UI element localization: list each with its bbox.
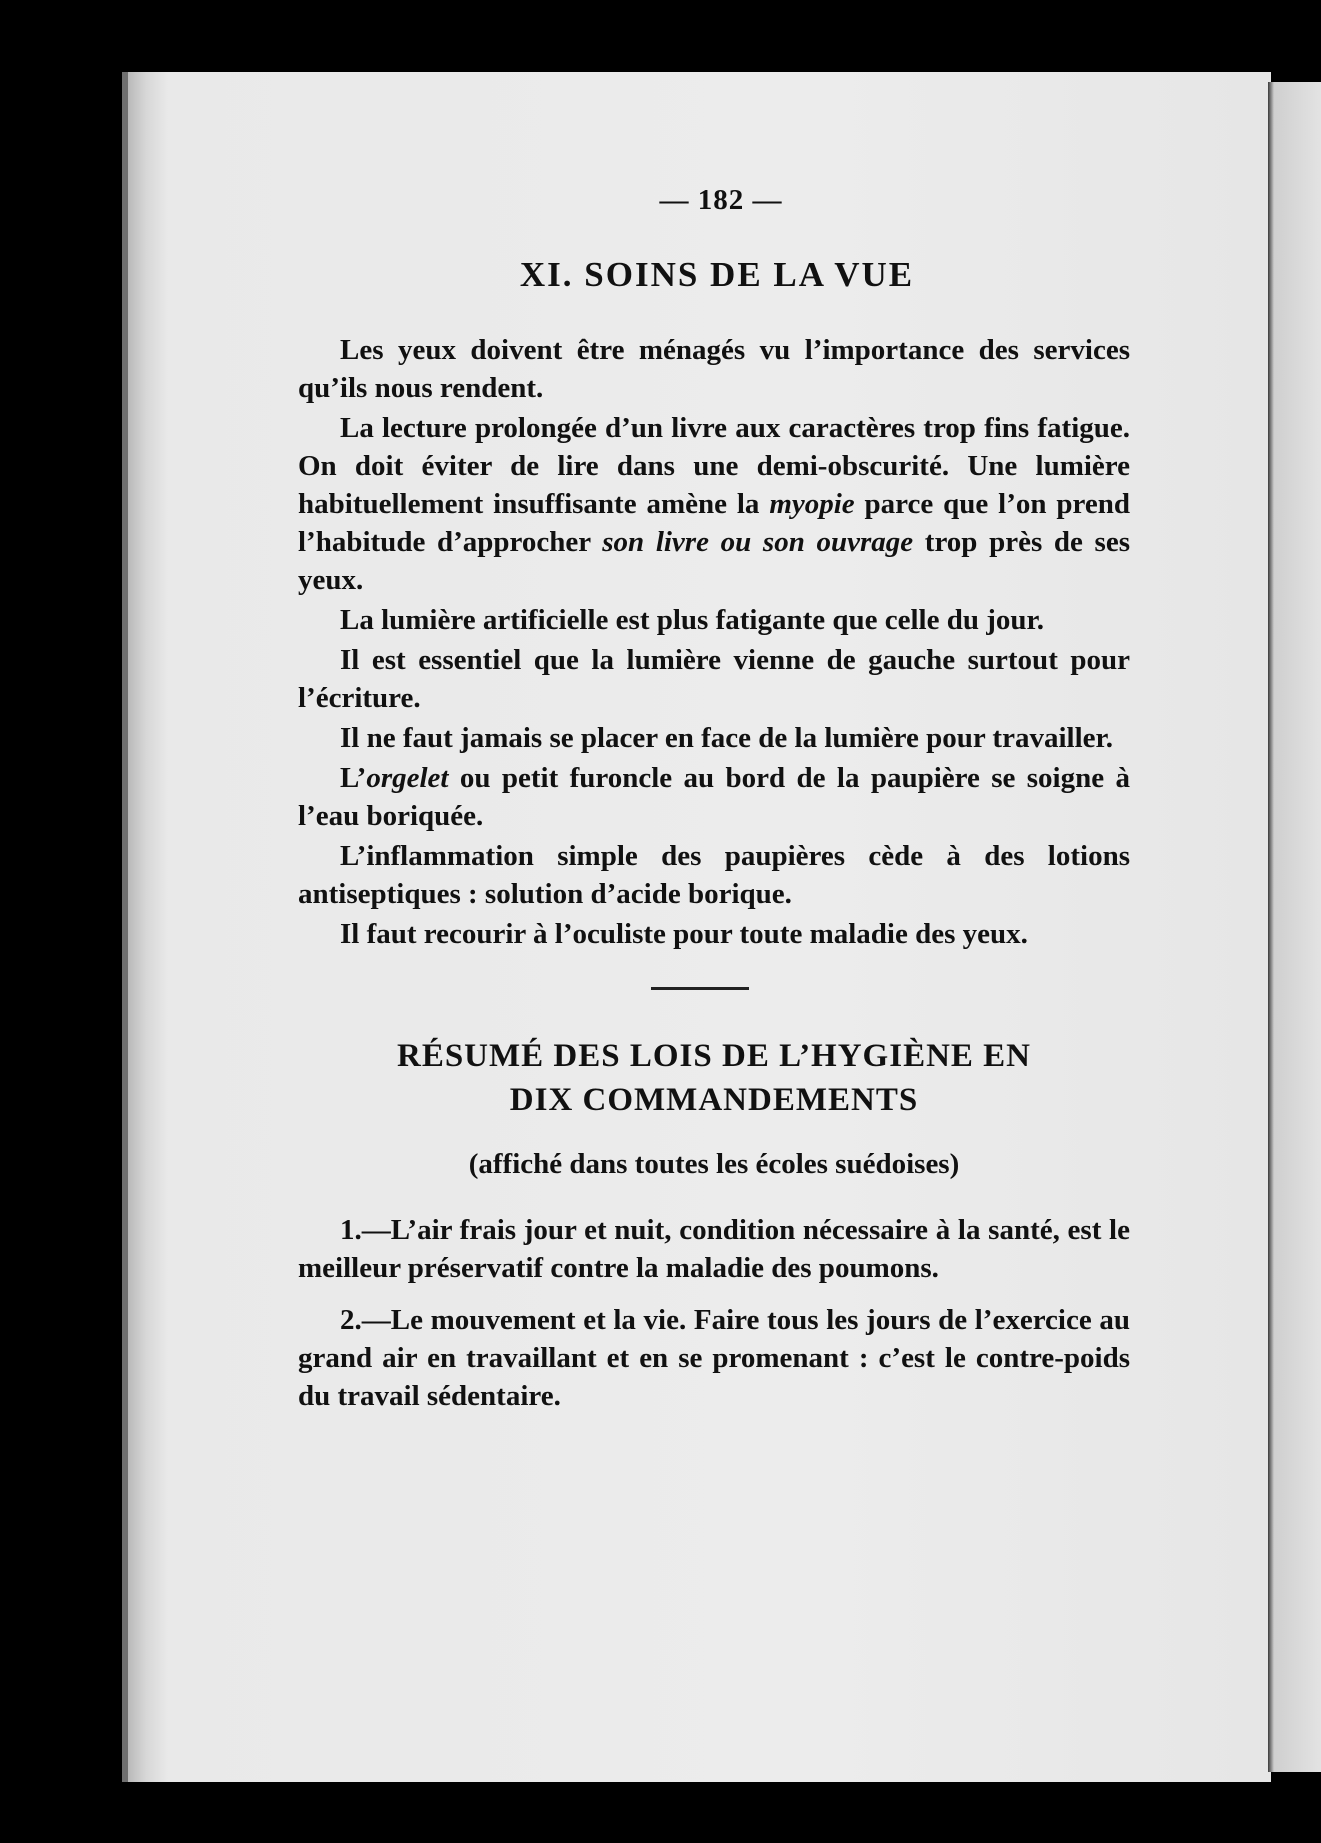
commandment: 1.—L’air frais jour et nuit, condition nécessaire à la santé, est le meilleur préservatif contre la maladie des poumons. <box>298 1214 1130 1284</box>
page-number: — 182 — <box>659 184 783 216</box>
summary-subtitle: (affiché dans toutes les écoles suédoises) <box>468 1148 960 1180</box>
summary-title <box>298 1034 1130 1122</box>
facing-page-edge <box>1268 82 1321 1772</box>
paragraph <box>298 759 1130 835</box>
paragraph-text: parce que l’on prend l’habitude d’approcher <box>298 488 1130 558</box>
page-content <box>298 184 1130 1429</box>
paragraph-text: trop près de ses yeux. <box>298 526 1130 596</box>
paragraph: Il est essentiel que la lumière vienne de gauche surtout pour l’écriture. <box>298 644 1130 714</box>
italic-term: orgelet <box>366 762 449 794</box>
italic-term: myopie <box>769 488 855 520</box>
paragraph-text: La lecture prolongée d’un livre aux caractères trop fins fatigue. On doit éviter de lire dans une demi-obscurité. Une lumière habituellement insuffisante amène la <box>298 412 1130 520</box>
paragraph: Il faut recourir à l’oculiste pour toute maladie des yeux. <box>340 918 1028 950</box>
summary-title-line: RÉSUMÉ DES LOIS DE L’HYGIÈNE EN <box>396 1038 1032 1074</box>
paragraph: Il ne faut jamais se placer en face de la lumière pour travailler. <box>340 722 1113 754</box>
summary-title-line: DIX COMMANDEMENTS <box>509 1082 919 1118</box>
section-title: XI. SOINS DE LA VUE <box>519 255 915 294</box>
paragraph <box>298 409 1130 599</box>
commandment: 2.—Le mouvement et la vie. Faire tous les jours de l’exercice au grand air en travaillant et en se promenant : c’est le contre-poids du travail sédentaire. <box>298 1304 1130 1412</box>
paragraph-text: ou petit furoncle au bord de la paupière se soigne à l’eau boriquée. <box>298 762 1130 832</box>
italic-phrase: son livre ou son ouvrage <box>602 526 914 558</box>
section-divider <box>651 987 749 990</box>
paragraph: Les yeux doivent être ménagés vu l’importance des services qu’ils nous rendent. <box>298 334 1130 404</box>
paragraph: La lumière artificielle est plus fatigante que celle du jour. <box>340 604 1044 636</box>
paragraph: L’inflammation simple des paupières cède à des lotions antiseptiques : solution d’acide borique. <box>298 840 1130 910</box>
paragraph-text: L’ <box>340 762 367 794</box>
